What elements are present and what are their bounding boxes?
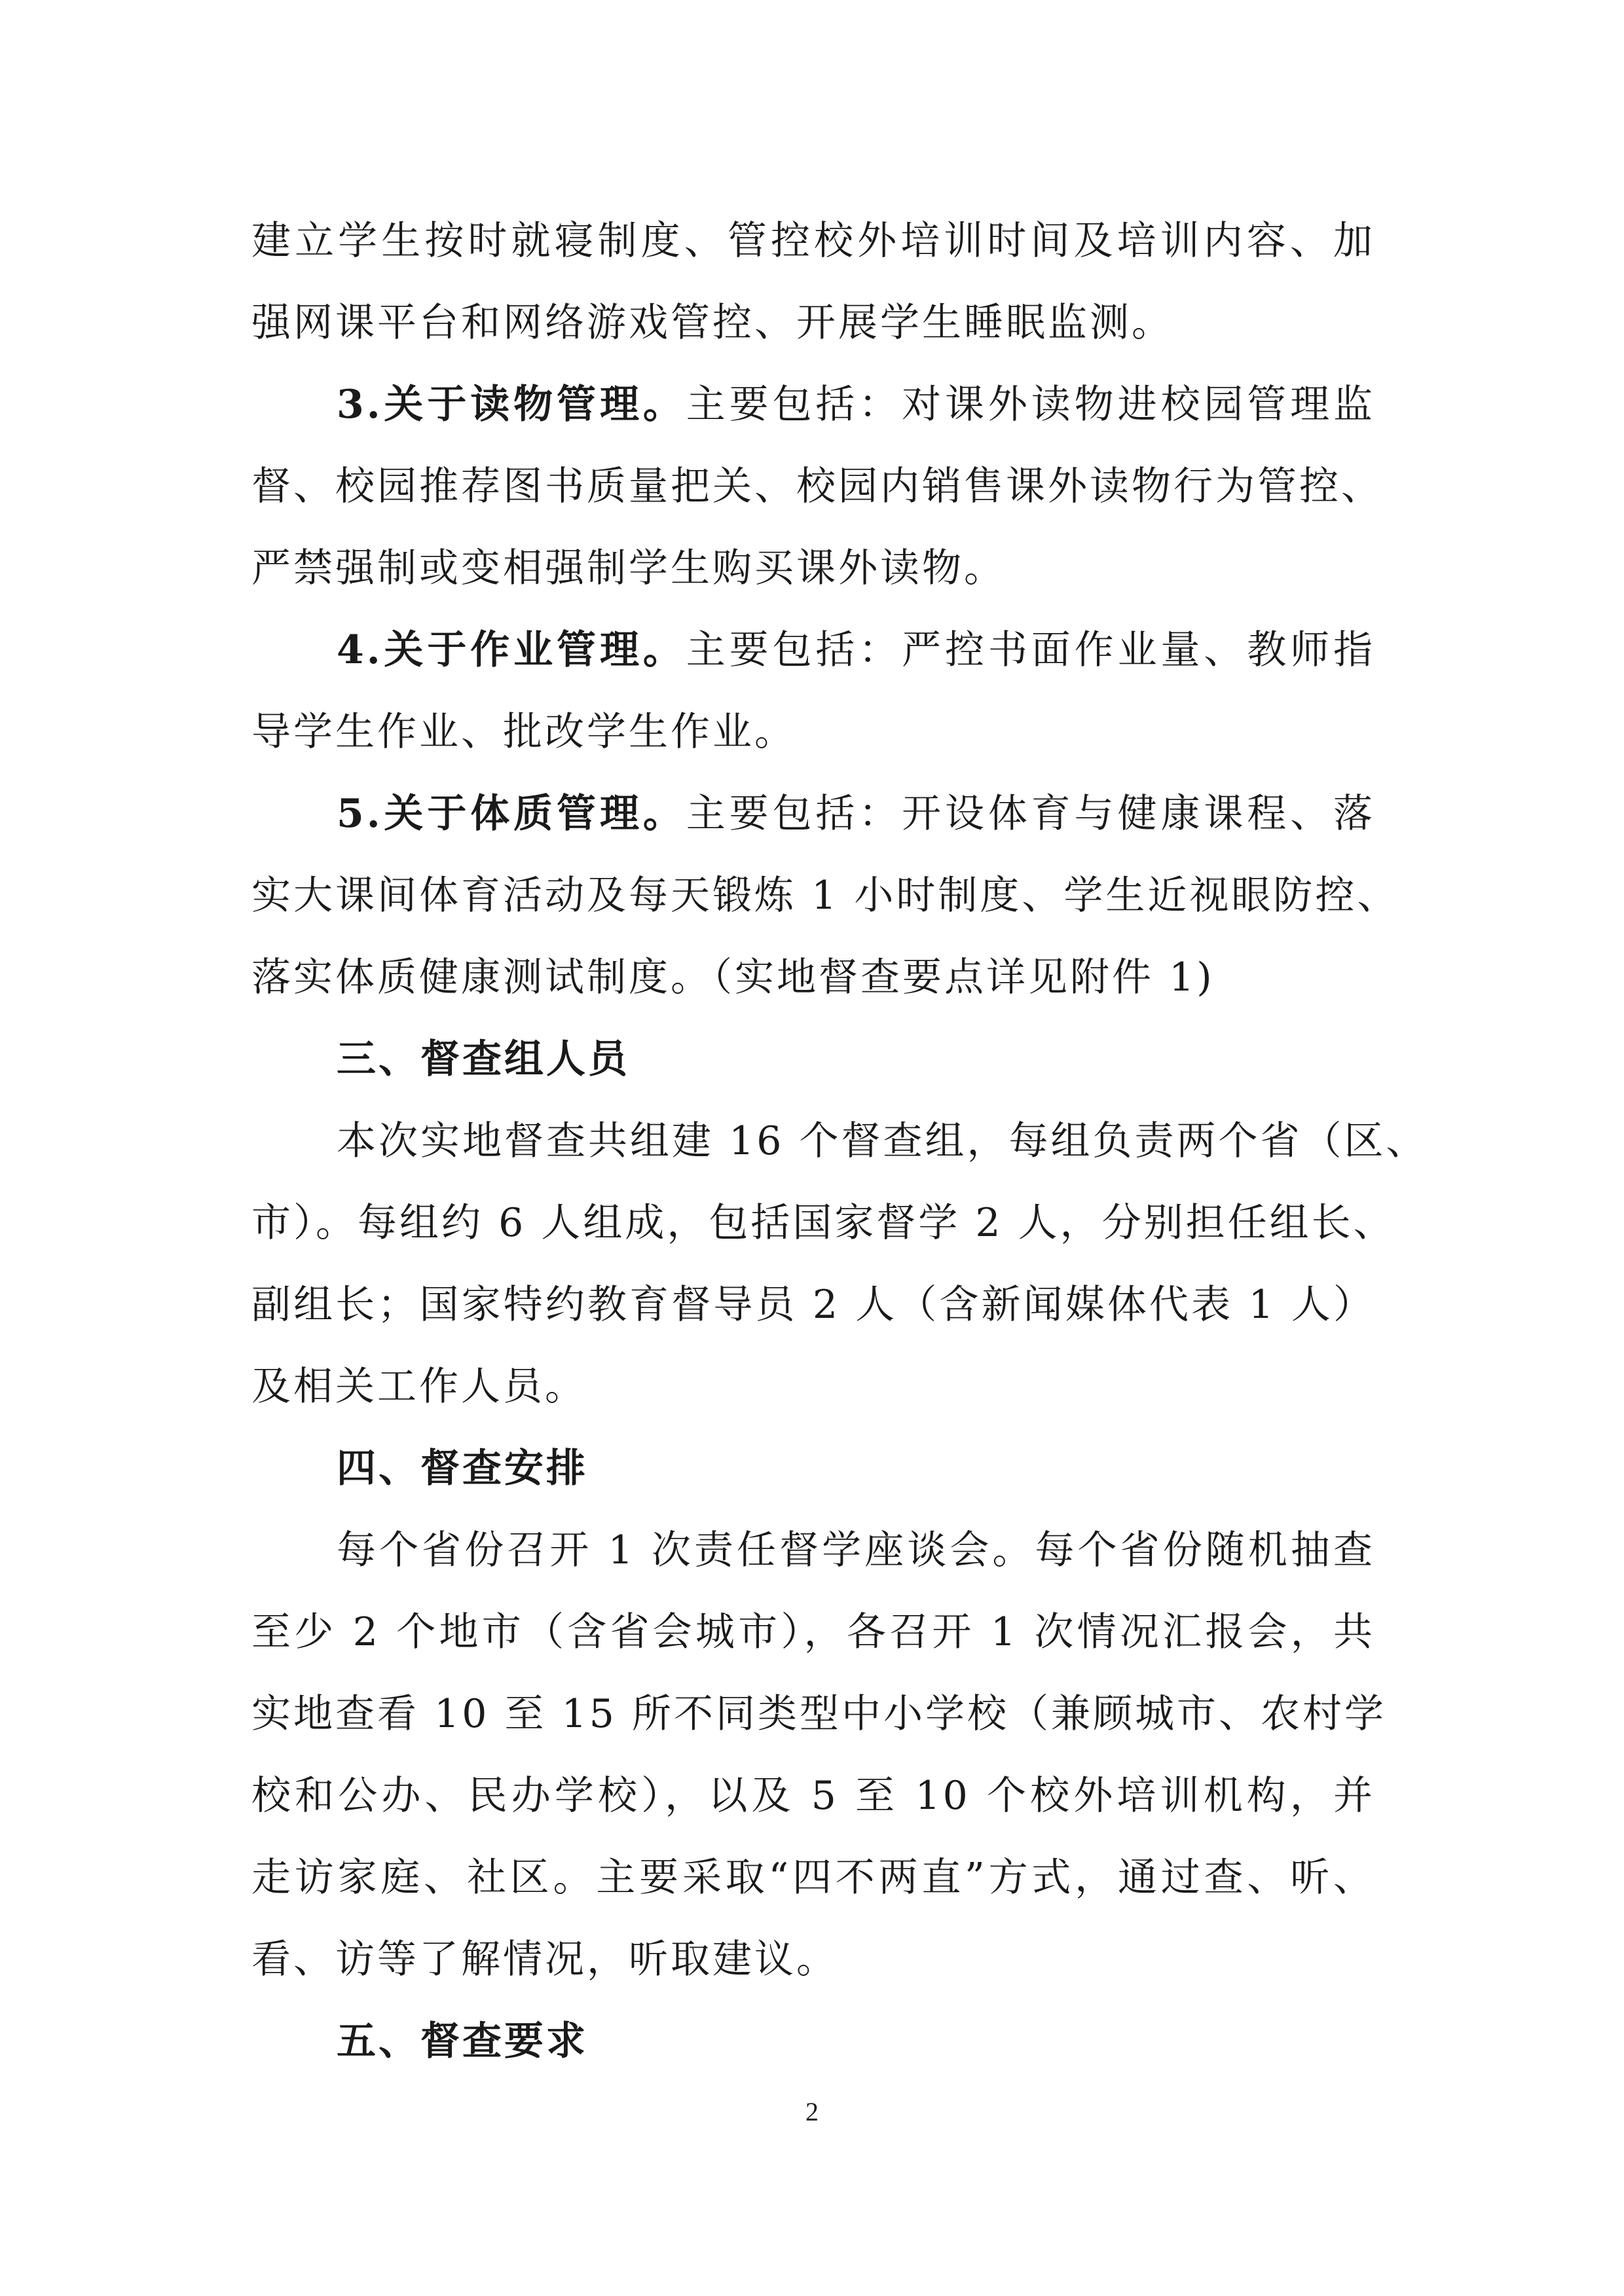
item-heading: 4.关于作业管理。 (337, 627, 686, 673)
item-heading: 3.关于读物管理。 (337, 382, 686, 428)
text-span: 主要包括：对课外读物进校园管理监 (686, 382, 1375, 428)
text-line: 强网课平台和网络游戏管控、开展学生睡眠监测。 (251, 300, 1173, 346)
text-line: 走访家庭、社区。主要采取“四不两直”方式，通过查、听、 (251, 1855, 1375, 1901)
text-line: 看、访等了解情况，听取建议。 (251, 1937, 838, 1982)
text-line: 至少 2 个地市（含省会城市），各召开 1 次情况汇报会，共 (251, 1609, 1375, 1655)
text-line: 市）。每组约 6 人组成，包括国家督学 2 人，分别担任组长、 (251, 1200, 1395, 1246)
page-number: 2 (805, 2097, 819, 2126)
text-line: 实大课间体育活动及每天锻炼 1 小时制度、学生近视眼防控、 (251, 873, 1399, 919)
text-line: 导学生作业、批改学生作业。 (251, 709, 796, 755)
paragraph-reading-management (251, 369, 1375, 441)
text-line: 落实体质健康测试制度。（实地督查要点详见附件 1) (251, 955, 1215, 1000)
text-span: 主要包括：严控书面作业量、教师指 (686, 627, 1375, 673)
paragraph-physical-management (251, 778, 1375, 850)
text-line: 及相关工作人员。 (251, 1364, 587, 1410)
text-line: 督、校园推荐图书质量把关、校园内销售课外读物行为管控、 (251, 464, 1383, 509)
text-line: 实地查看 10 至 15 所不同类型中小学校（兼顾城市、农村学 (251, 1691, 1386, 1737)
text-line: 建立学生按时就寝制度、管控校外培训时间及培训内容、加 (251, 218, 1375, 264)
text-span: 主要包括：开设体育与健康课程、落 (686, 791, 1375, 837)
text-line: 校和公办、民办学校），以及 5 至 10 个校外培训机构，并 (251, 1773, 1375, 1819)
section-heading-3: 三、督查组人员 (337, 1036, 630, 1082)
text-line: 副组长；国家特约教育督导员 2 人（含新闻媒体代表 1 人） (251, 1282, 1375, 1328)
paragraph-homework-management (251, 614, 1375, 686)
section-heading-4: 四、督查安排 (337, 1446, 588, 1491)
text-line: 严禁强制或变相强制学生购买课外读物。 (251, 545, 1006, 591)
item-heading: 5.关于体质管理。 (337, 791, 686, 837)
section-heading-5: 五、督查要求 (337, 2018, 588, 2064)
text-line: 本次实地督查共组建 16 个督查组，每组负责两个省（区、 (337, 1118, 1428, 1164)
text-line: 每个省份召开 1 次责任督学座谈会。每个省份随机抽查 (337, 1527, 1375, 1573)
